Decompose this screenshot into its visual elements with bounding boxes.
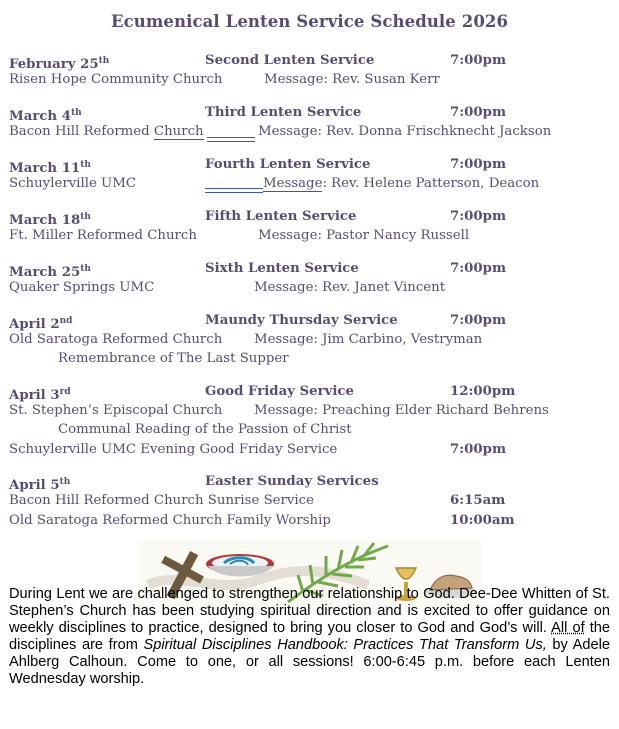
service-line-time: 10:00am <box>450 513 515 528</box>
service-time: 7:00pm <box>450 313 507 328</box>
service-line: Old Saratoga Reformed Church Family Worship <box>9 513 331 528</box>
service-message: Message: Rev. Helene Patterson, Deacon <box>263 176 540 191</box>
service-date: February 25th <box>9 56 110 72</box>
service-name: Fourth Lenten Service <box>205 157 371 172</box>
service-church: Old Saratoga Reformed Church <box>9 332 223 347</box>
service-name: Second Lenten Service <box>205 53 375 68</box>
service-date: March 4th <box>9 108 82 124</box>
service-date: April 2nd <box>9 316 73 332</box>
underline-mark <box>205 188 263 193</box>
service-church: Ft. Miller Reformed Church <box>9 228 197 243</box>
service-church: Quaker Springs UMC <box>9 280 155 295</box>
service-time: 7:00pm <box>450 209 507 224</box>
service-name: Fifth Lenten Service <box>205 209 357 224</box>
service-message: Message: Rev. Susan Kerr <box>264 72 440 87</box>
service-date: March 11th <box>9 160 91 176</box>
lent-disciplines-paragraph: During Lent we are challenged to strengthen our relationship to God. Dee-Dee Whitten of St. Stephen’s Church has been studying spiritual direction and is excited to offer guidance on weekly disciplines to practice, designed to bring you closer to God and God’s will. All of the disciplines are from Spiritual Disciplines Handbook: Practices That Transform Us, by Adele Ahlberg Calhoun. Come to one, or all sessions! 6:00-6:45 p.m. before each Lenten Wednesday worship. <box>9 586 610 688</box>
service-church: Risen Hope Community Church <box>9 72 223 87</box>
service-church: Schuylerville UMC <box>9 176 137 191</box>
service-name: Good Friday Service <box>205 384 354 399</box>
underline-mark <box>207 137 255 142</box>
service-name: Easter Sunday Services <box>205 474 379 489</box>
service-date: March 18th <box>9 212 91 228</box>
service-church: St. Stephen’s Episcopal Church <box>9 403 223 418</box>
service-name: Third Lenten Service <box>205 105 362 120</box>
service-message: Message: Rev. Donna Frischknecht Jackson <box>258 124 552 139</box>
service-time: 7:00pm <box>450 53 507 68</box>
service-time: 7:00pm <box>450 105 507 120</box>
service-message: Message: Pastor Nancy Russell <box>258 228 470 243</box>
service-extra-time: 7:00pm <box>450 442 507 457</box>
service-extra: Schuylerville UMC Evening Good Friday Service <box>9 442 338 457</box>
service-date: March 25th <box>9 264 91 280</box>
service-time: 7:00pm <box>450 157 507 172</box>
service-note: Remembrance of The Last Supper <box>58 351 289 366</box>
service-time: 7:00pm <box>450 261 507 276</box>
service-line-time: 6:15am <box>450 493 506 508</box>
service-church: Bacon Hill Reformed Church <box>9 124 204 139</box>
service-date: April 3rd <box>9 387 71 403</box>
page-title: Ecumenical Lenten Service Schedule 2026 <box>110 12 509 31</box>
service-name: Sixth Lenten Service <box>205 261 359 276</box>
service-message: Message: Preaching Elder Richard Behrens <box>254 403 549 418</box>
service-time: 12:00pm <box>450 384 516 399</box>
service-date: April 5th <box>9 477 71 493</box>
service-note: Communal Reading of the Passion of Christ <box>58 422 352 437</box>
service-line: Bacon Hill Reformed Church Sunrise Service <box>9 493 314 508</box>
service-name: Maundy Thursday Service <box>205 313 398 328</box>
service-message: Message: Jim Carbino, Vestryman <box>254 332 483 347</box>
service-message: Message: Rev. Janet Vincent <box>254 280 446 295</box>
